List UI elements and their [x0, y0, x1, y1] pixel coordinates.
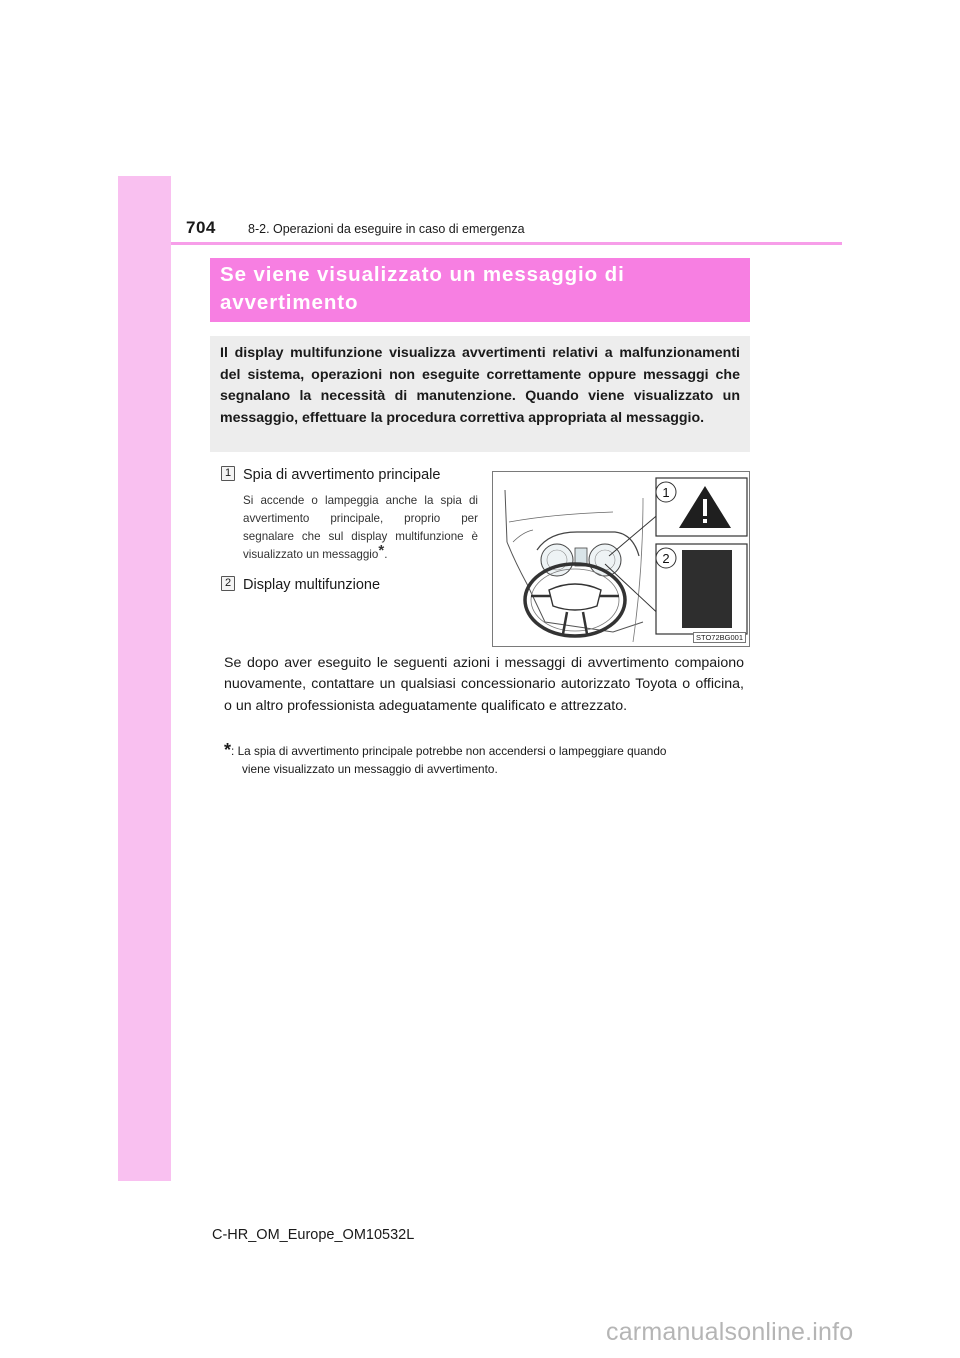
- intro-box: [210, 336, 750, 452]
- footnote: *: La spia di avvertimento principale potrebbe non accendersi o lampeggiare quando viene visualizzato un messaggio di avvertimento.: [224, 740, 667, 776]
- watermark: carmanualsonline.info: [606, 1318, 854, 1346]
- side-tab-bar: [118, 176, 171, 1181]
- section-heading: 8-2. Operazioni da eseguire in caso di emergenza: [248, 222, 525, 236]
- callout-2: 2: [662, 551, 670, 566]
- header-divider: [171, 242, 842, 245]
- dashboard-drawing: [493, 472, 750, 647]
- title-bar: [210, 258, 750, 322]
- page-title: Se viene visualizzato un messaggio di avvertimento: [220, 263, 625, 314]
- item-label-1: Spia di avvertimento principale: [243, 467, 441, 483]
- figure-code: STO72BG001: [693, 632, 746, 643]
- footnote-asterisk: *: [224, 740, 232, 760]
- body-paragraph: Se dopo aver eseguito le seguenti azioni i messaggi di avvertimento compaiono nuovamente, contattare un qualsiasi concessionario autorizzato Toyota o officina, o un altro professionista adeguatamente qualificato e attrezzato.: [224, 655, 744, 714]
- intro-text: Il display multifunzione visualizza avvertimenti relativi a malfunzionamenti del sistema, operazioni non eseguite correttamente oppure messaggi che segnalano la necessità di manutenzione. Quando viene visualizzato un messaggio, effettuare la procedura correttiva appropriata al messaggio.: [220, 345, 740, 426]
- item-number-1: 1: [221, 466, 235, 481]
- item-label-2: Display multifunzione: [243, 577, 381, 593]
- document-id: C-HR_OM_Europe_OM10532L: [212, 1227, 415, 1243]
- page-number: 704: [186, 218, 216, 237]
- footnote-mark: *: [378, 542, 385, 559]
- item-number-2: 2: [221, 576, 235, 591]
- item-description-1: Si accende o lampeggia anche la spia di avvertimento principale, proprio per segnalare che sul display multifunzione è visualizzato un messaggio*.: [243, 494, 478, 561]
- dashboard-illustration: [492, 471, 750, 647]
- callout-1: 1: [662, 485, 670, 500]
